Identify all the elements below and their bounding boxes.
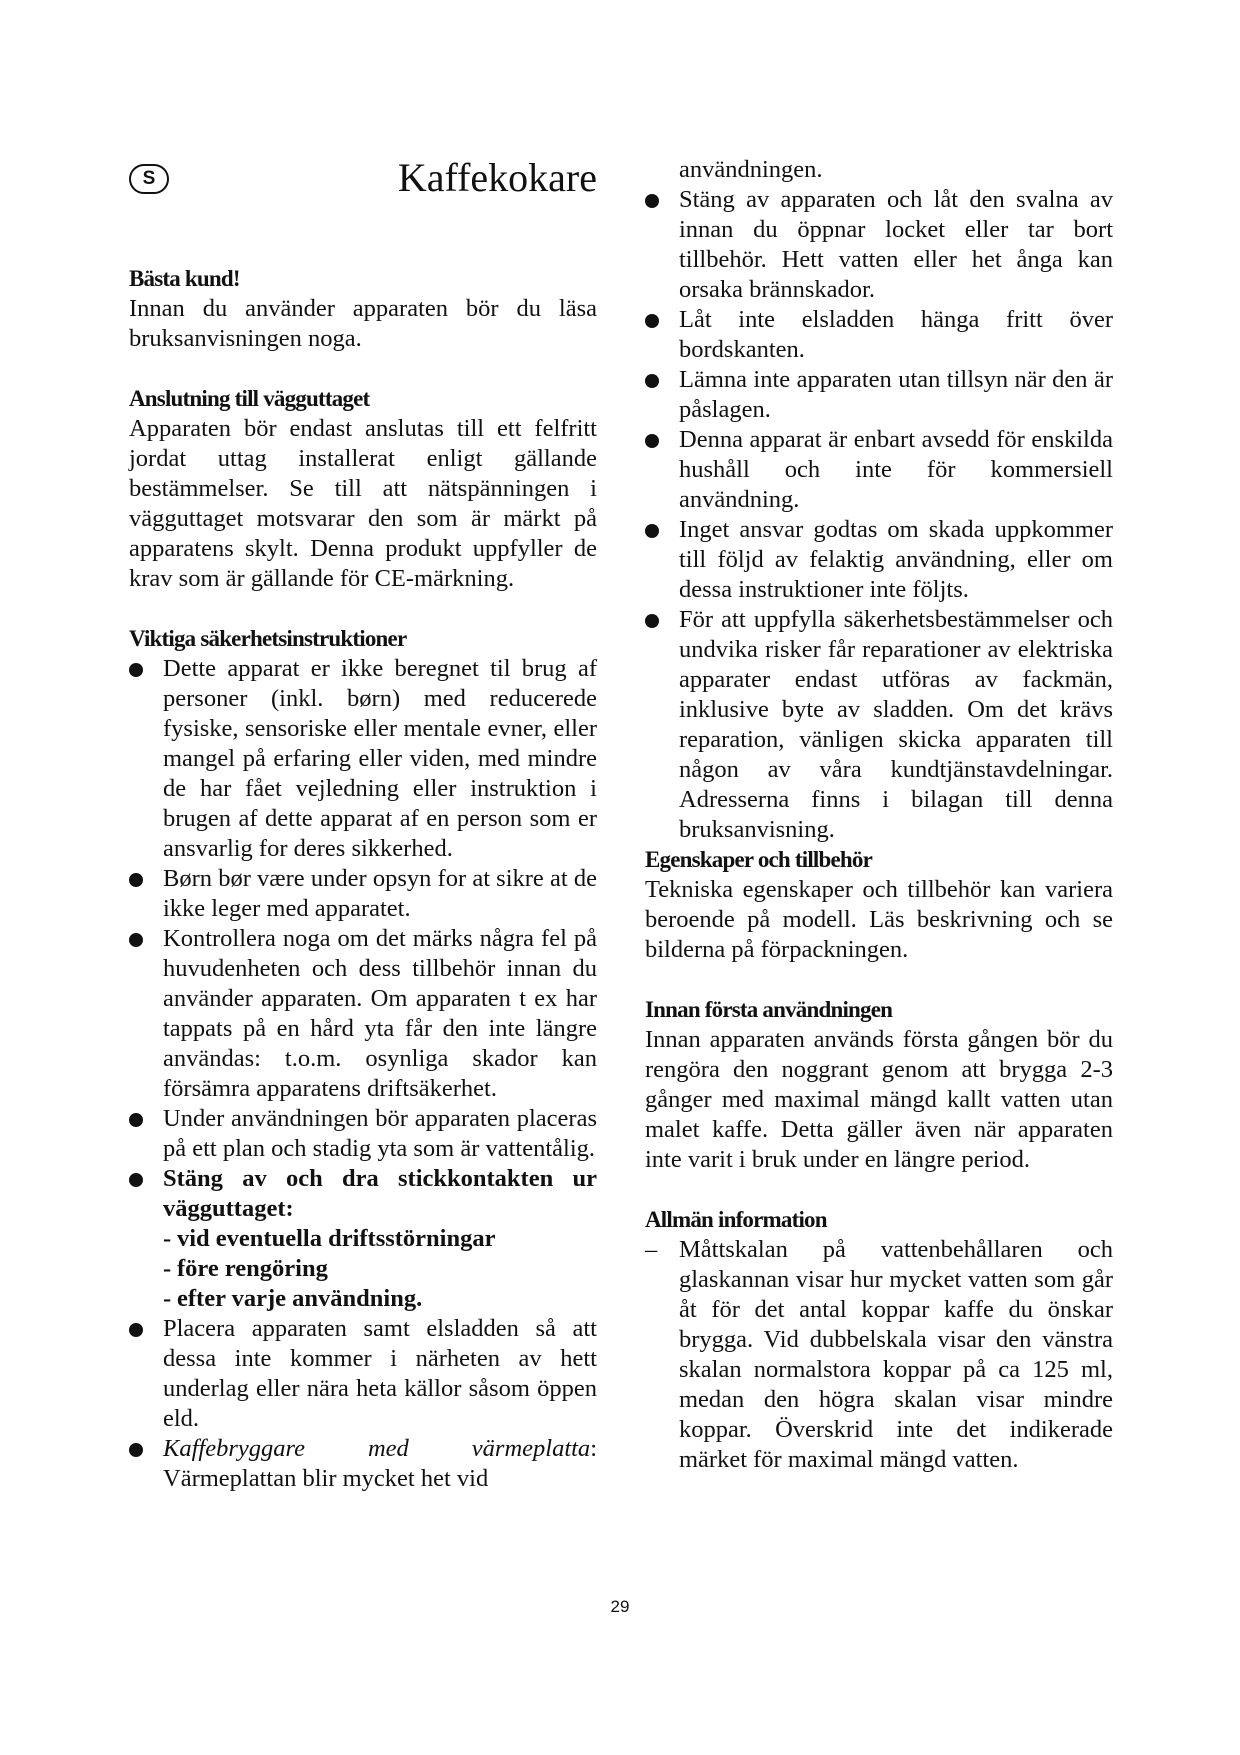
section-text: Innan du använder apparaten bör du läsa bruksanvisningen noga. (129, 295, 597, 352)
list-item: Placera apparaten samt elsladden så att dessa inte kommer i närheten av hett underlag eller nära heta källor såsom öppen eld. (129, 1314, 597, 1434)
section-heading: Bästa kund! (129, 266, 240, 291)
list-item: Kontrollera noga om det märks några fel på huvudenheten och dess tillbehör innan du använder apparaten. Om apparaten t ex har tappats på en hård yta får den inte längre användas: t.o.m. osynliga skador kan försämra apparatens driftsäkerhet. (129, 924, 597, 1104)
section-general-info (645, 1205, 1113, 1475)
bullet-icon (129, 1443, 143, 1457)
bullet-icon (129, 1323, 143, 1337)
list-item: Stäng av apparaten och låt den svalna av innan du öppnar locket eller tar bort tillbehör. Hett vatten eller het ånga kan orsaka brännskador. (645, 185, 1113, 305)
safety-list (129, 654, 597, 1494)
section-connection (129, 384, 597, 594)
bullet-icon (129, 873, 143, 887)
list-item (129, 1164, 597, 1314)
sub-item: - före rengöring (163, 1255, 328, 1282)
page-number: 29 (610, 1597, 630, 1616)
section-first-use (645, 995, 1113, 1175)
section-text: Tekniska egenskaper och tillbehör kan variera beroende på modell. Läs beskrivning och se bilderna på förpackningen. (645, 876, 1113, 963)
section-text: Innan apparaten används första gången bör du rengöra den noggrant genom att brygga 2-3 gånger med maximal mängd kallt vatten utan malet kaffe. Detta gäller även när apparaten inte varit i bruk under en längre period. (645, 1026, 1113, 1173)
section-greeting (129, 264, 597, 354)
list-item: Lämna inte apparaten utan tillsyn när den är påslagen. (645, 365, 1113, 425)
bullet-icon (129, 1173, 143, 1187)
bullet-icon (129, 933, 143, 947)
list-item: Låt inte elsladden hänga fritt över bordskanten. (645, 305, 1113, 365)
list-item: – Måttskalan på vattenbehållaren och glaskannan visar hur mycket vatten som går åt för det antal koppar kaffe du önskar brygga. Vid dubbelskala visar den vänstra skalan normalstora koppar på ca 125 ml, medan den högra skalan visar mindre koppar. Överskrid inte det indikerade märket för maximal mängd vatten. (645, 1236, 1113, 1473)
info-list (645, 1235, 1113, 1475)
section-heading: Viktiga säkerhetsinstruktioner (129, 626, 407, 651)
section-heading: Egenskaper och tillbehör (645, 847, 873, 872)
section-features (645, 845, 1113, 965)
bullet-icon (645, 524, 659, 538)
section-heading: Allmän information (645, 1207, 827, 1232)
bullet-icon (645, 434, 659, 448)
bullet-icon (129, 663, 143, 677)
section-heading: Innan första användningen (645, 997, 893, 1022)
list-item-continuation: användningen. (679, 156, 823, 183)
dash-icon: – (645, 1236, 658, 1263)
page-title: Kaffekokare (397, 155, 597, 200)
unplug-lead: Stäng av och dra stickkontakten ur vägguttaget: (163, 1165, 597, 1222)
list-item: Børn bør være under opsyn for at sikre at de ikke leger med apparatet. (129, 864, 597, 924)
bullet-icon (645, 194, 659, 208)
section-text: Apparaten bör endast anslutas till ett felfritt jordat uttag installerat enligt gällande bestämmelser. Se till att nätspänningen i vägguttaget motsvarar den som är märkt på apparatens skylt. Denna produkt uppfyller de krav som är gällande för CE-märkning. (129, 415, 597, 592)
bullet-icon (129, 1113, 143, 1127)
list-item: Denna apparat är enbart avsedd för enskilda hushåll och inte för kommersiell användning. (645, 425, 1113, 515)
sub-item: - efter varje användning. (163, 1285, 423, 1312)
list-item: Under användningen bör apparaten placeras på ett plan och stadig yta som är vattentålig. (129, 1104, 597, 1164)
sub-item: - vid eventuella driftsstörningar (163, 1225, 496, 1252)
list-item: Kaffebryggare med värmeplatta: Värmeplattan blir mycket het vid (129, 1434, 597, 1494)
bullet-icon (645, 614, 659, 628)
left-column (129, 152, 597, 1494)
list-item: Dette apparat er ikke beregnet til brug af personer (inkl. børn) med reducerede fysiske, sensoriske eller mentale evner, eller mangel på erfaring eller viden, med mindre de har fået vejledning eller instruktion i brugen af dette apparat af en person som er ansvarlig for deres sikkerhed. (129, 654, 597, 864)
right-column (645, 155, 1113, 1475)
language-badge: S (129, 164, 169, 194)
list-item: För att uppfylla säkerhetsbestämmelser och undvika risker får reparationer av elektriska apparater endast utföras av fackmän, inklusive byte av sladden. Om det krävs reparation, vänligen skicka apparaten till någon av våra kundtjänstavdelningar. Adresserna finns i bilagan till denna bruksanvisning. (645, 605, 1113, 845)
section-heading: Anslutning till vägguttaget (129, 386, 370, 411)
bullet-icon (645, 374, 659, 388)
bullet-icon (645, 314, 659, 328)
list-item: Inget ansvar godtas om skada uppkommer till följd av felaktig användning, eller om dessa instruktioner inte följts. (645, 515, 1113, 605)
section-safety (129, 624, 597, 1494)
safety-list-continued (645, 155, 1113, 845)
